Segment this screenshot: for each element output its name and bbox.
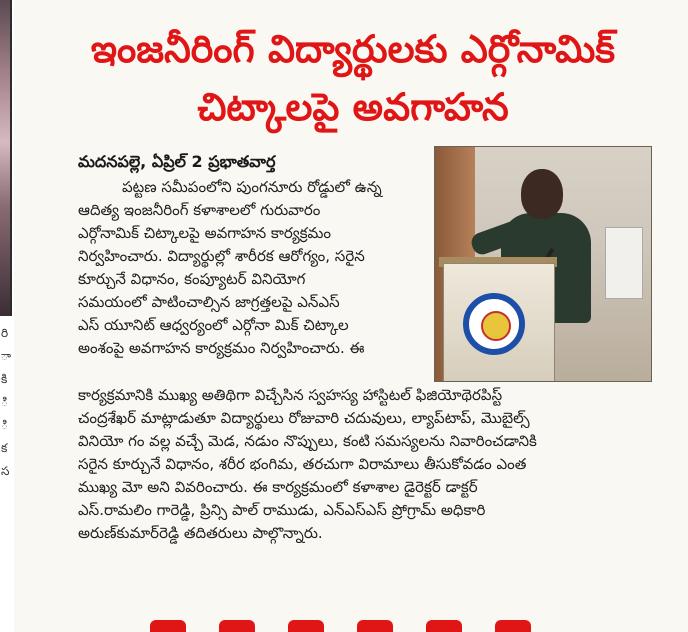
speaker-at-podium-photo bbox=[434, 146, 652, 382]
article-text-line: అరుణ్‌కుమార్‌రెడ్డి తదితరులు పాల్గొన్నారు. bbox=[78, 524, 323, 542]
article-text-line: సమయంలో పాటించాల్సిన జాగ్రత్తలపై ఎన్ఎస్ bbox=[78, 293, 340, 311]
article-headline bbox=[18, 20, 688, 136]
photo-speaker-head bbox=[521, 169, 563, 219]
article-text-line: ఎస్ యూనిట్ ఆధ్వర్యంలో ఎర్గోనా మిక్ చిట్కాల bbox=[78, 316, 349, 334]
article-text-line: చంద్రశేఖర్ మాట్లాడుతూ విద్యార్థులు రోజువారి చదువులు, ల్యాప్‌టాప్, మొబైల్స్ bbox=[78, 409, 530, 427]
headline-line-2: చిట్కాలపై అవగాహన bbox=[197, 85, 509, 129]
next-headline-glyph bbox=[357, 620, 393, 632]
college-logo-center bbox=[481, 311, 511, 341]
article-text-line: ఎస్.రామలిం గారెడ్డి, ప్రిన్సి పాల్ రాముడు, ఎన్ఎస్ఎస్ ప్రోగ్రామ్ అధికారి bbox=[78, 501, 486, 519]
article-body-full bbox=[78, 384, 658, 545]
article-text-line: సరైన కూర్చునే విధానం, శరీర భంగిమ, తరచుగా విరామాలు తీసుకోవడం ఎంత bbox=[78, 455, 527, 473]
college-logo-emblem bbox=[463, 293, 525, 355]
photo-whiteboard bbox=[605, 227, 643, 299]
article-text-line: ముఖ్య మో అని వివరించారు. ఈ కార్యక్రమంలో కళాశాల డైరెక్టర్ డాక్టర్ bbox=[78, 478, 478, 496]
next-headline-glyph bbox=[495, 620, 531, 632]
previous-column-text-fragments: రి ా కి ి ి క స bbox=[1, 326, 12, 478]
previous-column-edge bbox=[0, 0, 14, 632]
article-body-narrow bbox=[78, 176, 434, 360]
next-headline-glyph bbox=[219, 620, 255, 632]
article-text-line: వినియో గం వల్ల వచ్చే మెడ, నడుం నొప్పులు, కంటి సమస్యలను నివారించడానికి bbox=[78, 432, 537, 450]
article-text-line: ఆదిత్య ఇంజనీరింగ్ కళాశాలలో గురువారం bbox=[78, 201, 321, 219]
next-article-headline-bleed bbox=[150, 616, 650, 632]
next-headline-glyph bbox=[288, 620, 324, 632]
article-text-line: కార్యక్రమానికి ముఖ్య అతిథిగా విచ్చేసిన స్వహస్య హాస్టిటల్ ఫిజియోథెరపిస్ట్ bbox=[78, 386, 503, 404]
next-headline-glyph bbox=[426, 620, 462, 632]
article-text-line: కూర్చునే విధానం, కంప్యూటర్ వినియోగ bbox=[78, 270, 306, 288]
article-text-line: అంశంపై అవగాహన కార్యక్రమం నిర్వహించారు. ఈ bbox=[78, 339, 365, 357]
article-text-line: పట్టణ సమీపంలోని పుంగనూరు రోడ్డులో ఉన్న bbox=[122, 178, 382, 196]
previous-article-photo bbox=[0, 0, 12, 316]
article-text-line: ఎర్గోనామిక్ చిట్కాలపై అవగాహన కార్యక్రమం bbox=[78, 224, 332, 242]
headline-line-1: ఇంజనీరింగ్ విద్యార్థులకు ఎర్గోనామిక్ bbox=[90, 27, 616, 71]
dateline: మదనపల్లె, ఏప్రిల్ 2 ప్రభాతవార్త bbox=[78, 152, 276, 171]
article-text-line: నిర్వహించారు. విద్యార్థుల్లో శారీరక ఆరోగ్యం, సరైన bbox=[78, 247, 365, 265]
next-headline-glyph bbox=[150, 620, 186, 632]
